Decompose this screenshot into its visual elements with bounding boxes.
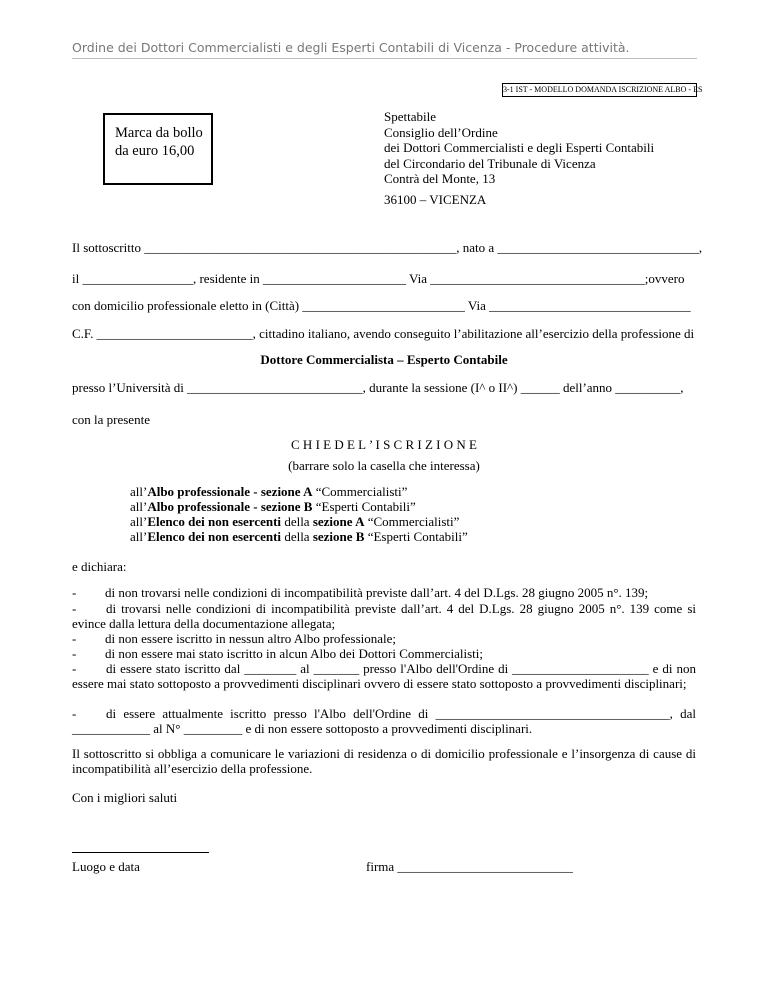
- declaration-item[interactable]: di non essere mai stato iscritto in alcun Albo dei Dottori Commercialisti;: [105, 646, 484, 661]
- checkbox-instruction: (barrare solo la casella che interessa): [288, 458, 480, 473]
- header-divider: [72, 58, 697, 59]
- recipient-line: del Circondario del Tribunale di Vicenza: [384, 155, 596, 171]
- bullet-dash: -: [72, 585, 77, 600]
- bullet-dash: -: [72, 661, 77, 676]
- recipient-line: dei Dottori Commercialisti e degli Esperti Contabili: [384, 140, 655, 155]
- bullet-dash: -: [72, 601, 77, 616]
- signature-field[interactable]: firma ___________________________: [366, 859, 573, 874]
- tax-code-field-line[interactable]: C.F. ________________________, cittadino italiano, avendo conseguito l’abilitazione all’esercizio della professione di: [72, 326, 695, 341]
- with-this-text: con la presente: [72, 412, 150, 427]
- recipient-line: Contrà del Monte, 13: [384, 171, 496, 186]
- stamp-line-1: Marca da bollo: [115, 125, 203, 141]
- place-date-label: Luogo e data: [72, 859, 140, 874]
- declaration-item[interactable]: di essere stato iscritto dal ________ al _______ presso l'Albo dell'Ordine di _____________________ e di non essere mai stato sottoposto a provvedimenti disciplinari ovvero di essere stato sottoposto a provvedimenti disciplinari;: [72, 661, 696, 691]
- profession-title: Dottore Commercialista – Esperto Contabile: [260, 352, 508, 367]
- recipient-line: Spettabile: [384, 109, 436, 124]
- form-code-box: 3-1 IST - MODELLO DOMANDA ISCRIZIONE ALBO - ES: [502, 83, 697, 97]
- university-field-line[interactable]: presso l’Università di ___________________________, durante la sessione (I^ o II^) ______ dell’anno __________,: [72, 380, 684, 395]
- stamp-box: [103, 113, 213, 185]
- greeting-text: Con i migliori saluti: [72, 790, 178, 805]
- recipient-line: Consiglio dell’Ordine: [384, 124, 498, 140]
- declaration-item[interactable]: di non essere iscritto in nessun altro Albo professionale;: [105, 631, 397, 646]
- option-albo-a[interactable]: all’Albo professionale - sezione A “Commercialisti”: [130, 484, 408, 499]
- name-field-line[interactable]: Il sottoscritto ________________________________________________, nato a _______________________________,: [72, 240, 703, 255]
- bullet-dash: -: [72, 706, 77, 721]
- option-elenco-a[interactable]: all’Elenco dei non esercenti della sezione A “Commercialisti”: [130, 514, 460, 529]
- declares-text: e dichiara:: [72, 559, 127, 574]
- recipient-city: 36100 – VICENZA: [384, 192, 487, 207]
- declaration-item[interactable]: di non trovarsi nelle condizioni di incompatibilità previste dall’art. 4 del D.Lgs. 28 giugno 2005 n°. 139;: [105, 585, 649, 600]
- recipient-address: [384, 109, 654, 187]
- bullet-dash: -: [72, 631, 77, 646]
- residence-field-line[interactable]: il _________________, residente in ______________________ Via _________________________________;ovvero: [72, 271, 685, 286]
- page-header: Ordine dei Dottori Commercialisti e degli Esperti Contabili di Vicenza - Procedure attività.: [72, 40, 630, 55]
- option-elenco-b[interactable]: all’Elenco dei non esercenti della sezione B “Esperti Contabili”: [130, 529, 468, 544]
- declaration-item[interactable]: di essere attualmente iscritto presso l'Albo dell'Ordine di ____________________________________, dal ____________ al N° _________ e di non essere sottoposto a provvedimenti disciplinari.: [72, 706, 696, 736]
- place-date-line[interactable]: [72, 852, 209, 853]
- request-heading: C H I E D E L ’ I S C R I Z I O N E: [291, 437, 477, 452]
- bullet-dash: -: [72, 646, 77, 661]
- stamp-line-2: da euro 16,00: [115, 143, 195, 159]
- declaration-item[interactable]: di trovarsi nelle condizioni di incompatibilità previste dall’art. 4 del D.Lgs. 28 giugno 2005 n°. 139 come si evince dalla lettura della documentazione allegata;: [72, 601, 696, 631]
- option-albo-b[interactable]: all’Albo professionale - sezione B “Esperti Contabili”: [130, 499, 416, 514]
- domicile-field-line[interactable]: con domicilio professionale eletto in (Città) _________________________ Via _______________________________: [72, 298, 691, 313]
- obligation-paragraph: Il sottoscritto si obbliga a comunicare le variazioni di residenza o di domicilio professionale e l’insorgenza di cause di incompatibilità all’esercizio della professione.: [72, 746, 696, 776]
